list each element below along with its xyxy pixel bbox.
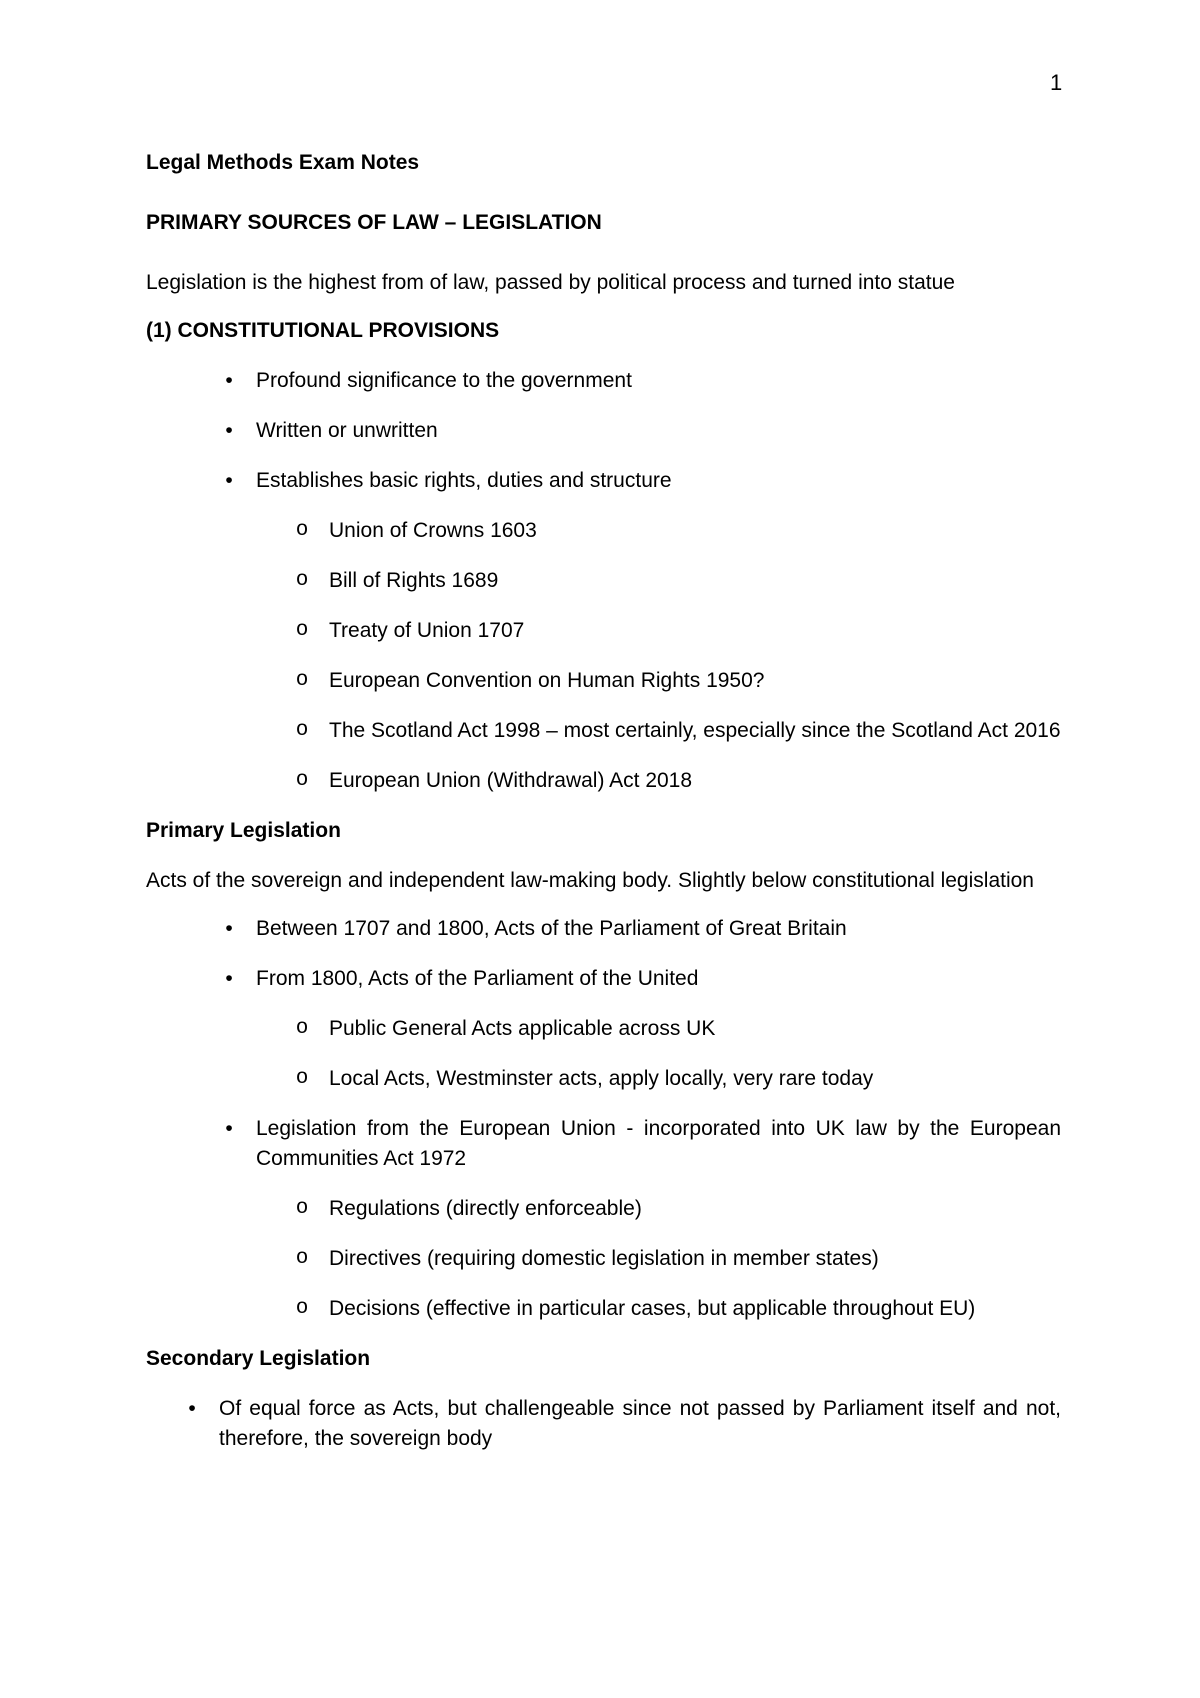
constitutional-sublist bbox=[256, 516, 1061, 796]
document-body bbox=[146, 148, 1061, 1474]
list-item-text: Written or unwritten bbox=[256, 419, 438, 442]
circle-bullet-icon: o bbox=[295, 719, 309, 742]
list-item bbox=[146, 416, 1061, 446]
sublist-item bbox=[256, 766, 1061, 796]
bullet-icon: • bbox=[225, 917, 233, 940]
circle-bullet-icon: o bbox=[295, 769, 309, 792]
circle-bullet-icon: o bbox=[295, 669, 309, 692]
list-item bbox=[146, 914, 1061, 944]
bullet-icon: • bbox=[225, 469, 233, 492]
sublist-item-text: Regulations (directly enforceable) bbox=[329, 1197, 642, 1220]
circle-bullet-icon: o bbox=[295, 569, 309, 592]
circle-bullet-icon: o bbox=[295, 1247, 309, 1270]
sublist-item-text: Directives (requiring domestic legislation in member states) bbox=[329, 1247, 879, 1270]
constitutional-heading: (1) CONSTITUTIONAL PROVISIONS bbox=[146, 319, 500, 342]
sublist-item-text: European Convention on Human Rights 1950? bbox=[329, 669, 765, 692]
constitutional-list bbox=[146, 366, 1061, 796]
list-item bbox=[146, 1394, 1061, 1454]
sublist-item-text: Union of Crowns 1603 bbox=[329, 519, 537, 542]
secondary-legislation-heading: Secondary Legislation bbox=[146, 1347, 371, 1370]
sublist-item bbox=[256, 1294, 1061, 1324]
list-item-text: Legislation from the European Union - incorporated into UK law by the European Communities Act 1972 bbox=[256, 1117, 1061, 1170]
bullet-icon: • bbox=[225, 1117, 233, 1140]
list-item-text: Of equal force as Acts, but challengeable since not passed by Parliament itself and not, therefore, the sovereign body bbox=[219, 1397, 1061, 1450]
sublist-item-text: Public General Acts applicable across UK bbox=[329, 1017, 716, 1040]
circle-bullet-icon: o bbox=[295, 1017, 309, 1040]
page-number: 1 bbox=[1050, 70, 1063, 95]
list-item-text: Profound significance to the government bbox=[256, 369, 632, 392]
sublist-item bbox=[256, 1194, 1061, 1224]
document-title: Legal Methods Exam Notes bbox=[146, 151, 420, 174]
list-item-text: Establishes basic rights, duties and structure bbox=[256, 469, 672, 492]
list-item-text: Between 1707 and 1800, Acts of the Parliament of Great Britain bbox=[256, 917, 847, 940]
sublist-item bbox=[256, 616, 1061, 646]
primary-legislation-list bbox=[146, 914, 1061, 1324]
bullet-icon: • bbox=[225, 369, 233, 392]
circle-bullet-icon: o bbox=[295, 1067, 309, 1090]
list-item bbox=[146, 366, 1061, 396]
intro-paragraph: Legislation is the highest from of law, passed by political process and turned into statue bbox=[146, 271, 955, 294]
sublist-item-text: The Scotland Act 1998 – most certainly, especially since the Scotland Act 2016 bbox=[329, 719, 1061, 742]
circle-bullet-icon: o bbox=[295, 519, 309, 542]
primary-legislation-heading: Primary Legislation bbox=[146, 819, 341, 842]
eu-sublist bbox=[256, 1194, 1061, 1324]
list-item bbox=[146, 466, 1061, 796]
united-sublist bbox=[256, 1014, 1061, 1094]
sublist-item bbox=[256, 1064, 1061, 1094]
section-heading: PRIMARY SOURCES OF LAW – LEGISLATION bbox=[146, 211, 602, 234]
sublist-item bbox=[256, 1244, 1061, 1274]
sublist-item bbox=[256, 566, 1061, 596]
sublist-item-text: Treaty of Union 1707 bbox=[329, 619, 525, 642]
bullet-icon: • bbox=[225, 419, 233, 442]
list-item bbox=[146, 1114, 1061, 1324]
primary-legislation-paragraph: Acts of the sovereign and independent law-making body. Slightly below constitutional legislation bbox=[146, 869, 1034, 892]
list-item-text: From 1800, Acts of the Parliament of the United bbox=[256, 967, 699, 990]
secondary-legislation-list bbox=[146, 1394, 1061, 1454]
list-item bbox=[146, 964, 1061, 1094]
circle-bullet-icon: o bbox=[295, 1297, 309, 1320]
circle-bullet-icon: o bbox=[295, 619, 309, 642]
sublist-item-text: Decisions (effective in particular cases, but applicable throughout EU) bbox=[329, 1297, 976, 1320]
bullet-icon: • bbox=[225, 967, 233, 990]
sublist-item bbox=[256, 516, 1061, 546]
sublist-item bbox=[256, 1014, 1061, 1044]
sublist-item bbox=[256, 666, 1061, 696]
circle-bullet-icon: o bbox=[295, 1197, 309, 1220]
sublist-item-text: Local Acts, Westminster acts, apply locally, very rare today bbox=[329, 1067, 874, 1090]
bullet-icon: • bbox=[188, 1397, 196, 1420]
sublist-item bbox=[256, 716, 1061, 746]
sublist-item-text: European Union (Withdrawal) Act 2018 bbox=[329, 769, 693, 792]
sublist-item-text: Bill of Rights 1689 bbox=[329, 569, 499, 592]
